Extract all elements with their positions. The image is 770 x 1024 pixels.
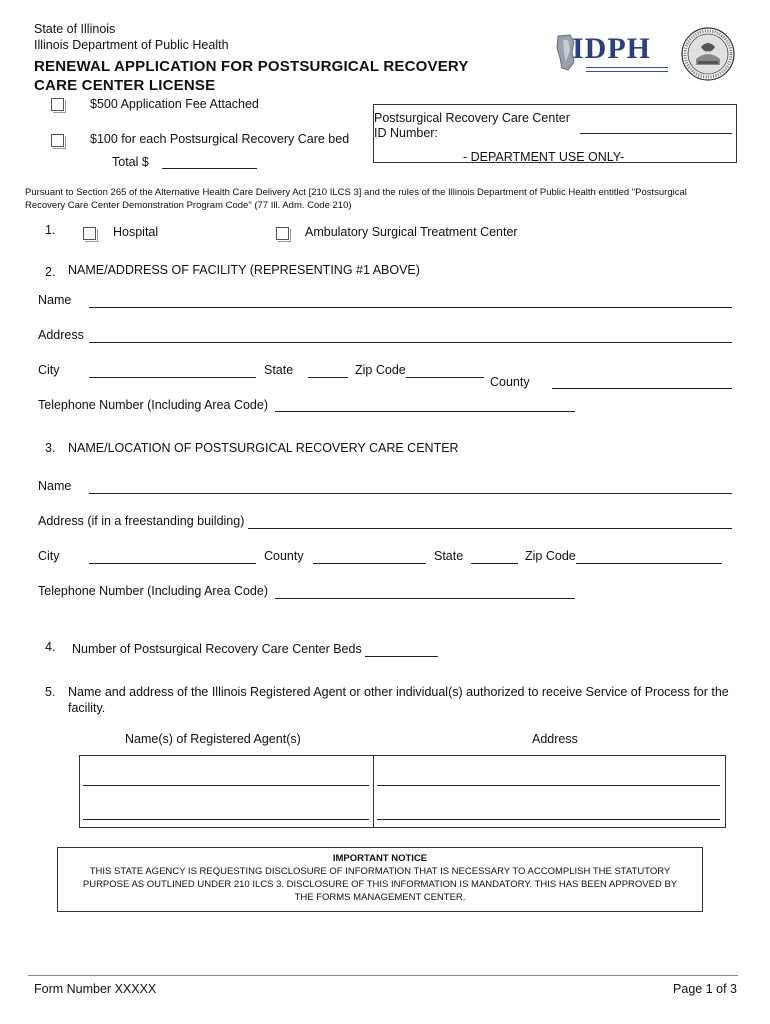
q4-number: 4. xyxy=(45,640,56,654)
q3-name-field[interactable] xyxy=(89,493,732,494)
notice-line1: THIS STATE AGENCY IS REQUESTING DISCLOSURE OF INFORMATION THAT IS NECESSARY TO ACCOMPLISH THE STATUTORY xyxy=(89,866,671,877)
id-number-field[interactable] xyxy=(580,133,732,134)
q2-city-label: City xyxy=(38,363,60,377)
q3-number: 3. xyxy=(45,441,56,455)
notice-line3: THE FORMS MANAGEMENT CENTER. xyxy=(294,892,466,903)
state-seal-icon xyxy=(681,27,735,81)
fee-100-checkbox[interactable] xyxy=(51,134,64,147)
q2-name-label: Name xyxy=(38,293,72,307)
total-label: Total $ xyxy=(112,155,149,169)
q3-address-field[interactable] xyxy=(248,528,732,529)
q2-county-field[interactable] xyxy=(552,388,732,389)
fee-100-label: $100 for each Postsurgical Recovery Care bed xyxy=(90,132,350,146)
pursuant-line2: Recovery Care Center Demonstration Program Code" (77 Ill. Adm. Code 210) xyxy=(25,200,352,211)
recovery-center-label: Postsurgical Recovery Care Center xyxy=(374,111,570,125)
form-title-line1: RENEWAL APPLICATION FOR POSTSURGICAL RECOVERY xyxy=(34,58,469,75)
q2-city-field[interactable] xyxy=(89,377,256,378)
q2-zip-label: Zip Code xyxy=(355,363,406,377)
q3-phone-field[interactable] xyxy=(275,598,575,599)
agent-name-header: Name(s) of Registered Agent(s) xyxy=(125,732,301,746)
astc-label: Ambulatory Surgical Treatment Center xyxy=(305,225,518,239)
q2-zip-field[interactable] xyxy=(406,377,484,378)
department-name: Illinois Department of Public Health xyxy=(34,38,229,52)
department-use-only-label: - DEPARTMENT USE ONLY- xyxy=(463,150,625,164)
q2-number: 2. xyxy=(45,265,56,279)
agent-table xyxy=(79,755,726,828)
q2-address-field[interactable] xyxy=(89,342,732,343)
fee-500-checkbox[interactable] xyxy=(51,98,64,111)
agent-address-field-1[interactable] xyxy=(377,785,720,786)
q2-state-label: State xyxy=(264,363,294,377)
q3-zip-label: Zip Code xyxy=(525,549,576,563)
q5-line2: facility. xyxy=(68,701,106,715)
fee-500-label: $500 Application Fee Attached xyxy=(90,97,259,111)
q3-city-field[interactable] xyxy=(89,563,256,564)
hospital-checkbox[interactable] xyxy=(83,227,96,240)
q3-county-label: County xyxy=(264,549,304,563)
q2-address-label: Address xyxy=(38,328,84,342)
astc-checkbox[interactable] xyxy=(276,227,289,240)
q3-state-field[interactable] xyxy=(471,563,518,564)
agent-name-field-2[interactable] xyxy=(83,819,369,820)
q3-phone-label: Telephone Number (Including Area Code) xyxy=(38,584,268,598)
q5-number: 5. xyxy=(45,685,56,699)
total-field[interactable] xyxy=(162,168,257,169)
q2-heading: NAME/ADDRESS OF FACILITY (REPRESENTING #1 ABOVE) xyxy=(68,263,420,277)
form-number: Form Number XXXXX xyxy=(34,982,157,996)
hospital-label: Hospital xyxy=(113,225,159,239)
q2-name-field[interactable] xyxy=(89,307,732,308)
q2-state-field[interactable] xyxy=(308,377,348,378)
q5-line1: Name and address of the Illinois Registered Agent or other individual(s) authorized to receive Service of Process for the xyxy=(68,685,729,699)
q2-phone-field[interactable] xyxy=(275,411,575,412)
q3-address-label: Address (if in a freestanding building) xyxy=(38,514,245,528)
q3-name-label: Name xyxy=(38,479,72,493)
q3-city-label: City xyxy=(38,549,60,563)
state-name: State of Illinois xyxy=(34,22,116,36)
pursuant-line1: Pursuant to Section 265 of the Alternative Health Care Delivery Act [210 ILCS 3] and the rules of the Illinois Department of Public Health entitled "Postsurgical xyxy=(25,187,687,198)
q3-county-field[interactable] xyxy=(313,563,426,564)
agent-address-header: Address xyxy=(532,732,578,746)
q1-number: 1. xyxy=(45,223,56,237)
notice-line2: PURPOSE AS OUTLINED UNDER 210 ILCS 3. DISCLOSURE OF THIS INFORMATION IS MANDATORY. THIS HAS BEEN APPROVED BY xyxy=(82,879,678,890)
notice-title: IMPORTANT NOTICE xyxy=(332,853,428,864)
id-number-label: ID Number: xyxy=(374,126,438,140)
idph-logo xyxy=(556,32,671,74)
q3-heading: NAME/LOCATION OF POSTSURGICAL RECOVERY CARE CENTER xyxy=(68,441,459,455)
q3-zip-field[interactable] xyxy=(576,563,722,564)
agent-name-field-1[interactable] xyxy=(83,785,369,786)
q2-county-label: County xyxy=(490,375,530,389)
q2-phone-label: Telephone Number (Including Area Code) xyxy=(38,398,268,412)
q4-beds-field[interactable] xyxy=(365,656,438,657)
agent-address-field-2[interactable] xyxy=(377,819,720,820)
q3-state-label: State xyxy=(434,549,464,563)
page-number: Page 1 of 3 xyxy=(673,982,737,996)
q4-label: Number of Postsurgical Recovery Care Center Beds xyxy=(72,642,362,656)
idph-logo-text: IDPH xyxy=(572,32,651,65)
form-title-line2: CARE CENTER LICENSE xyxy=(34,77,216,94)
footer-divider xyxy=(28,975,738,976)
agent-table-divider xyxy=(373,755,374,827)
